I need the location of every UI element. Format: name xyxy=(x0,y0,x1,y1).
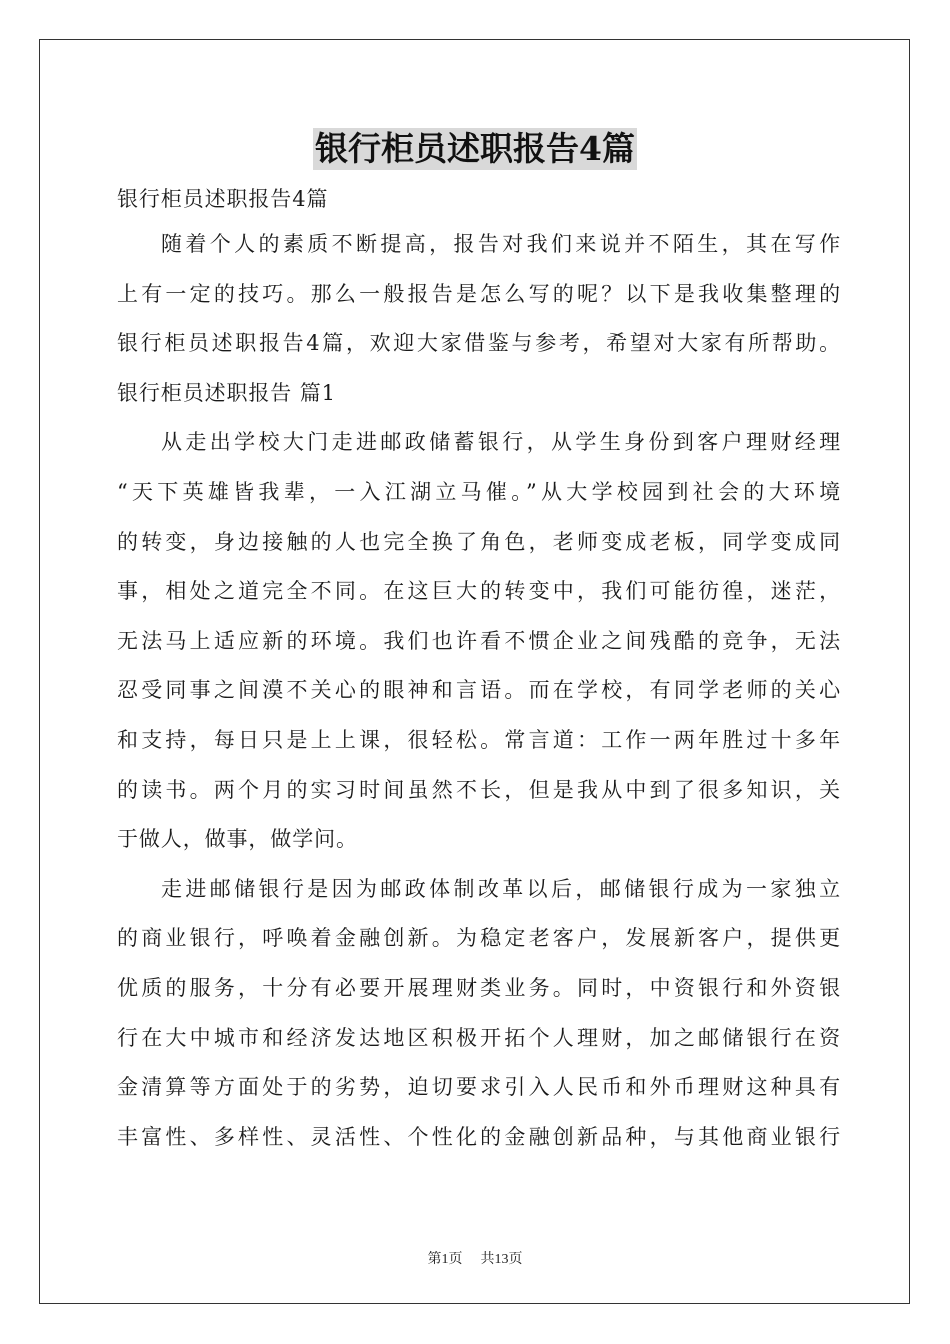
text-line-8: 事，相处之道完全不同。在这巨大的转变中，我们可能彷徨，迷茫， xyxy=(117,579,841,604)
text-line-12: 的读书。两个月的实习时间虽然不长，但是我从中到了很多知识，关 xyxy=(117,777,841,802)
text-line-14: 走进邮储银行是因为邮政体制改革以后，邮储银行成为一家独立 xyxy=(161,876,841,901)
text-line-7: 的转变，身边接触的人也完全换了角色，老师变成老板，同学变成同 xyxy=(117,529,841,554)
text-line-10: 忍受同事之间漠不关心的眼神和言语。而在学校，有同学老师的关心 xyxy=(117,678,841,703)
text-line-13: 于做人，做事，做学问。 xyxy=(117,827,358,852)
text-line-19: 丰富性、多样性、灵活性、个性化的金融创新品种，与其他商业银行 xyxy=(117,1124,841,1149)
text-line-11: 和支持，每日只是上上课，很轻松。常言道：工作一两年胜过十多年 xyxy=(117,727,841,752)
text-line-2: 上有一定的技巧。那么一般报告是怎么写的呢？以下是我收集整理的 xyxy=(117,281,841,306)
text-line-1: 随着个人的素质不断提高，报告对我们来说并不陌生，其在写作 xyxy=(161,232,841,256)
page-number: 第1页 xyxy=(427,1252,463,1267)
text-line-9: 无法马上适应新的环境。我们也许看不惯企业之间残酷的竞争，无法 xyxy=(117,628,841,653)
text-line-16: 优质的服务，十分有必要开展理财类业务。同时，中资银行和外资银 xyxy=(117,975,841,1000)
page-footer xyxy=(0,1248,950,1268)
document-body xyxy=(117,180,841,1166)
page-total: 共13页 xyxy=(480,1252,523,1267)
text-line-17: 行在大中城市和经济发达地区积极开拓个人理财，加之邮储银行在资 xyxy=(117,1025,841,1050)
text-line-0: 银行柜员述职报告4篇 xyxy=(117,187,329,211)
title-wrap xyxy=(0,128,950,170)
text-line-6: “天下英雄皆我辈，一入江湖立马催。”从大学校园到社会的大环境 xyxy=(117,479,841,504)
text-line-5: 从走出学校大门走进邮政储蓄银行，从学生身份到客户理财经理 xyxy=(161,430,841,455)
document-title: 银行柜员述职报告4篇 xyxy=(315,129,635,168)
text-line-15: 的商业银行，呼唤着金融创新。为稳定老客户，发展新客户，提供更 xyxy=(117,926,841,951)
text-line-3: 银行柜员述职报告4篇，欢迎大家借鉴与参考，希望对大家有所帮助。 xyxy=(117,331,841,356)
section-heading-1: 银行柜员述职报告 篇1 xyxy=(117,380,336,405)
text-line-18: 金清算等方面处于的劣势，迫切要求引入人民币和外币理财这种具有 xyxy=(117,1075,841,1100)
